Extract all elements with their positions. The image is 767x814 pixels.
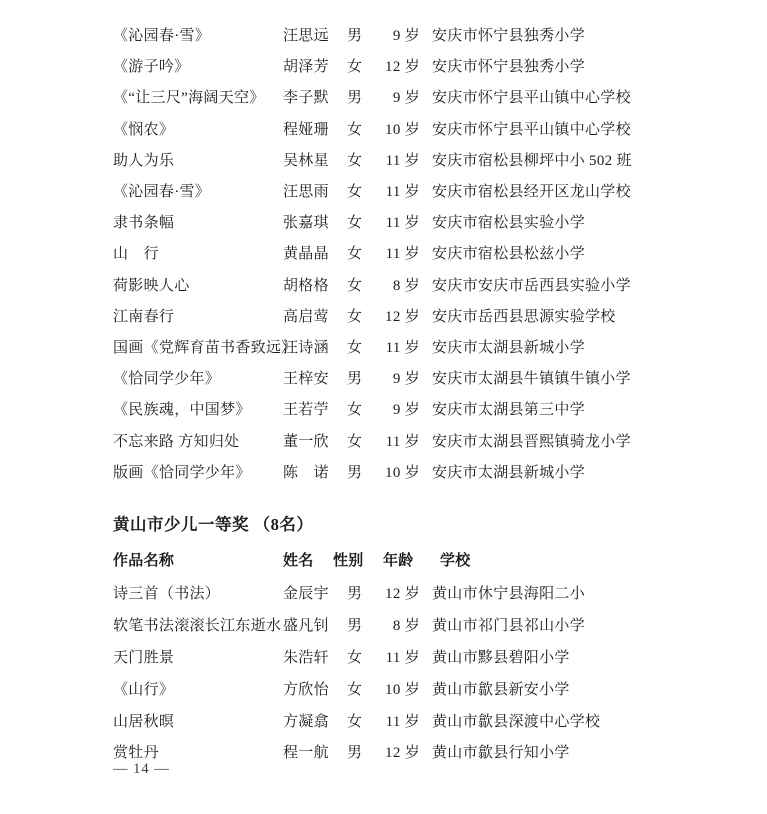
gender-cell: 女 — [347, 402, 363, 419]
work-title-cell: 《民族魂，中国梦》 — [113, 402, 251, 419]
age-cell: 12 岁 — [385, 586, 420, 603]
age-cell: 11 岁 — [385, 152, 420, 169]
school-cell: 安庆市太湖县晋熙镇骑龙小学 — [432, 433, 631, 450]
award-row — [113, 393, 753, 424]
column-header-gender: 性别 — [333, 552, 364, 569]
gender-cell: 女 — [347, 184, 363, 201]
award-row — [113, 206, 753, 237]
school-cell: 安庆市怀宁县独秀小学 — [432, 28, 586, 45]
award-row — [113, 609, 753, 641]
work-title-cell: 版画《恰同学少年》 — [113, 464, 251, 481]
student-name-cell: 盛凡钊 — [283, 618, 329, 635]
gender-cell: 男 — [347, 745, 363, 762]
student-name-cell: 胡泽芳 — [283, 59, 329, 76]
age-cell: 8 岁 — [392, 277, 420, 294]
award-row — [113, 81, 753, 112]
award-row — [113, 736, 753, 768]
school-cell: 黄山市黟县碧阳小学 — [432, 649, 570, 666]
student-name-cell: 程一航 — [283, 745, 329, 762]
age-cell: 11 岁 — [385, 215, 420, 232]
school-cell: 安庆市宿松县经开区龙山学校 — [432, 184, 631, 201]
school-cell: 黄山市休宁县海阳二小 — [432, 586, 586, 603]
gender-cell: 女 — [347, 713, 363, 730]
award-row — [113, 175, 753, 206]
age-cell: 11 岁 — [385, 339, 420, 356]
age-cell: 11 岁 — [385, 246, 420, 263]
age-cell: 12 岁 — [385, 308, 420, 325]
award-row — [113, 331, 753, 362]
school-cell: 安庆市安庆市岳西县实验小学 — [432, 277, 631, 294]
award-row — [113, 19, 753, 50]
work-title-cell: 江南春行 — [113, 308, 175, 325]
age-cell: 9 岁 — [392, 371, 420, 388]
school-cell: 安庆市宿松县柳坪中小 502 班 — [432, 152, 632, 169]
gender-cell: 女 — [347, 215, 363, 232]
award-row — [113, 456, 753, 487]
award-row — [113, 362, 753, 393]
work-title-cell: 天门胜景 — [113, 649, 175, 666]
award-row — [113, 424, 753, 455]
gender-cell: 女 — [347, 59, 363, 76]
school-cell: 黄山市祁门县祁山小学 — [432, 618, 586, 635]
award-row — [113, 300, 753, 331]
column-header-name: 姓名 — [283, 552, 314, 569]
gender-cell: 女 — [347, 339, 363, 356]
school-cell: 安庆市太湖县第三中学 — [432, 402, 586, 419]
work-title-cell: 《恰同学少年》 — [113, 371, 221, 388]
work-title-cell: 助人为乐 — [113, 152, 175, 169]
gender-cell: 男 — [347, 28, 363, 45]
work-title-cell: 隶书条幅 — [113, 215, 175, 232]
age-cell: 11 岁 — [385, 713, 420, 730]
school-cell: 安庆市宿松县实验小学 — [432, 215, 586, 232]
gender-cell: 女 — [347, 433, 363, 450]
age-cell: 11 岁 — [385, 184, 420, 201]
column-header-title: 作品名称 — [113, 552, 175, 569]
work-title-cell: 山 行 — [113, 246, 159, 263]
page-number: — 14 — — [113, 761, 170, 777]
student-name-cell: 黄晶晶 — [283, 246, 329, 263]
gender-cell: 女 — [347, 152, 363, 169]
school-cell: 安庆市怀宁县平山镇中心学校 — [432, 121, 631, 138]
work-title-cell: 不忘来路 方知归处 — [113, 433, 240, 450]
award-row — [113, 577, 753, 609]
age-cell: 9 岁 — [392, 402, 420, 419]
school-cell: 安庆市岳西县思源实验学校 — [432, 308, 616, 325]
student-name-cell: 汪诗涵 — [283, 339, 329, 356]
school-cell: 黄山市歙县深渡中心学校 — [432, 713, 601, 730]
work-title-cell: 《游子吟》 — [113, 59, 190, 76]
age-cell: 10 岁 — [385, 121, 420, 138]
school-cell: 黄山市歙县行知小学 — [432, 745, 570, 762]
work-title-cell: 赏牡丹 — [113, 745, 159, 762]
gender-cell: 女 — [347, 308, 363, 325]
school-cell: 安庆市太湖县牛镇镇牛镇小学 — [432, 371, 631, 388]
gender-cell: 男 — [347, 618, 363, 635]
gender-cell: 男 — [347, 464, 363, 481]
age-cell: 11 岁 — [385, 649, 420, 666]
age-cell: 9 岁 — [392, 90, 420, 107]
work-title-cell: 《沁园春·雪》 — [113, 28, 211, 45]
gender-cell: 男 — [347, 371, 363, 388]
work-title-cell: 山居秋暝 — [113, 713, 175, 730]
work-title-cell: 国画《党辉育苗书香致远》 — [113, 339, 297, 356]
age-cell: 12 岁 — [385, 745, 420, 762]
gender-cell: 女 — [347, 121, 363, 138]
gender-cell: 女 — [347, 649, 363, 666]
work-title-cell: 诗三首（书法） — [113, 586, 221, 603]
student-name-cell: 胡格格 — [283, 277, 329, 294]
column-header-age: 年龄 — [383, 552, 414, 569]
student-name-cell: 王梓安 — [283, 371, 329, 388]
school-cell: 安庆市怀宁县平山镇中心学校 — [432, 90, 631, 107]
school-cell: 安庆市宿松县松兹小学 — [432, 246, 586, 263]
student-name-cell: 程娅珊 — [283, 121, 329, 138]
student-name-cell: 李子默 — [283, 90, 329, 107]
student-name-cell: 方凝翕 — [283, 713, 329, 730]
school-cell: 安庆市怀宁县独秀小学 — [432, 59, 586, 76]
student-name-cell: 方欣怡 — [283, 681, 329, 698]
gender-cell: 女 — [347, 277, 363, 294]
table-header-row — [113, 544, 753, 574]
gender-cell: 女 — [347, 246, 363, 263]
student-name-cell: 朱浩轩 — [283, 649, 329, 666]
award-row — [113, 641, 753, 673]
student-name-cell: 高启莺 — [283, 308, 329, 325]
work-title-cell: 《悯农》 — [113, 121, 175, 138]
column-header-school: 学校 — [440, 552, 471, 569]
school-cell: 安庆市太湖县新城小学 — [432, 339, 586, 356]
work-title-cell: 《沁园春·雪》 — [113, 184, 211, 201]
student-name-cell: 金辰宇 — [283, 586, 329, 603]
award-row — [113, 237, 753, 268]
age-cell: 11 岁 — [385, 433, 420, 450]
student-name-cell: 吴林星 — [283, 152, 329, 169]
award-row — [113, 704, 753, 736]
work-title-cell: 软笔书法滚滚长江东逝水 — [113, 618, 282, 635]
award-row — [113, 269, 753, 300]
gender-cell: 女 — [347, 681, 363, 698]
age-cell: 10 岁 — [385, 464, 420, 481]
age-cell: 12 岁 — [385, 59, 420, 76]
student-name-cell: 汪思雨 — [283, 184, 329, 201]
age-cell: 8 岁 — [392, 618, 420, 635]
award-row — [113, 672, 753, 704]
award-table-anqing-continued — [113, 19, 753, 487]
award-table-huangshan — [113, 577, 753, 768]
work-title-cell: 《“让三尺”海阔天空》 — [113, 90, 265, 107]
gender-cell: 男 — [347, 90, 363, 107]
work-title-cell: 荷影映人心 — [113, 277, 190, 294]
student-name-cell: 张嘉琪 — [283, 215, 329, 232]
award-row — [113, 50, 753, 81]
student-name-cell: 汪思远 — [283, 28, 329, 45]
gender-cell: 男 — [347, 586, 363, 603]
work-title-cell: 《山行》 — [113, 681, 175, 698]
school-cell: 安庆市太湖县新城小学 — [432, 464, 586, 481]
section-heading-huangshan: 黄山市少儿一等奖 （8名） — [113, 515, 314, 534]
award-row — [113, 113, 753, 144]
student-name-cell: 王若苧 — [283, 402, 329, 419]
student-name-cell: 陈 诺 — [283, 464, 329, 481]
age-cell: 9 岁 — [392, 28, 420, 45]
school-cell: 黄山市歙县新安小学 — [432, 681, 570, 698]
award-row — [113, 144, 753, 175]
age-cell: 10 岁 — [385, 681, 420, 698]
student-name-cell: 董一欣 — [283, 433, 329, 450]
